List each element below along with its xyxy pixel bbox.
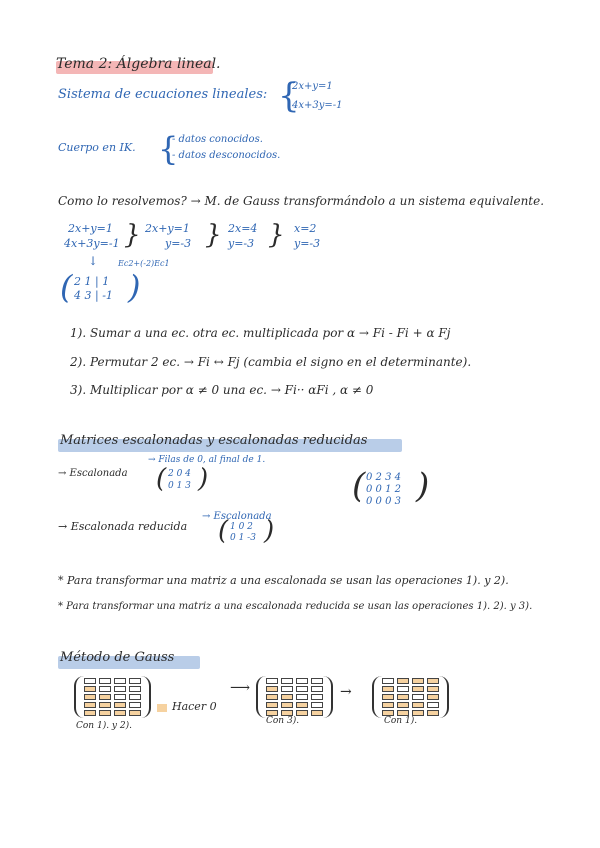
operation-3: 3). Multiplicar por α ≠ 0 una ec. → Fi·· αFi , α ≠ 0 [70, 383, 374, 397]
gauss-cell [114, 710, 126, 716]
gauss-cell [311, 710, 323, 716]
step-brace-3: } [268, 220, 285, 250]
gauss-cell [281, 678, 293, 684]
ec-annotation: Ec2+(-2)Ec1 [118, 259, 170, 268]
step1-a: 2x+y=1 [68, 222, 113, 235]
filas-note: → Filas de 0, al final de 1. [148, 455, 266, 465]
big-matrix-row3: 0 0 0 3 [366, 496, 401, 507]
matrices-title: Matrices escalonadas y escalonadas reducidas [60, 433, 368, 448]
red-matrix-row2: 0 1 -3 [230, 533, 256, 543]
gauss-cell [99, 710, 111, 716]
gauss-cell [397, 694, 409, 700]
step3-a: 2x=4 [228, 222, 258, 235]
red-matrix-row1: 1 0 2 [230, 522, 253, 532]
caption-1: Con 1). y 2). [76, 721, 132, 731]
gauss-cell [129, 710, 141, 716]
cuerpo-label: Cuerpo en IK. [58, 141, 136, 154]
gauss-cell [266, 702, 278, 708]
step2-a: 2x+y=1 [145, 222, 190, 235]
gauss-cell [427, 702, 439, 708]
esc-matrix-row1: 2 0 4 [168, 469, 191, 479]
gauss-cell [84, 694, 96, 700]
gauss-cell [427, 694, 439, 700]
gauss-cell [84, 678, 96, 684]
gauss-cell [412, 678, 424, 684]
step2-b: y=-3 [165, 237, 192, 250]
gauss-cell [266, 678, 278, 684]
gauss-cell [281, 694, 293, 700]
gauss-cell [266, 694, 278, 700]
gauss-cell [412, 694, 424, 700]
arrow-icon-1: ⟶ [230, 680, 251, 696]
sistema-label: Sistema de ecuaciones lineales: [58, 87, 268, 102]
gauss-matrix-3 [372, 676, 449, 718]
gauss-cell [266, 686, 278, 692]
escalonada-label: → Escalonada [58, 468, 128, 479]
gauss-cell [129, 678, 141, 684]
esc-matrix-right: ) [198, 464, 209, 494]
gauss-cell [129, 702, 141, 708]
legend-label: Hacer 0 [172, 700, 217, 713]
esc-matrix-row2: 0 1 3 [168, 481, 191, 491]
gauss-cell [296, 686, 308, 692]
gauss-cell [296, 694, 308, 700]
gauss-cell [311, 686, 323, 692]
gauss-cell [397, 678, 409, 684]
gauss-cell [412, 686, 424, 692]
sistema-eq2: 4x+3y=-1 [292, 100, 343, 111]
aug-matrix-right: ) [128, 268, 141, 306]
cuerpo-item2: - datos desconocidos. [172, 150, 281, 161]
gauss-cell [84, 710, 96, 716]
legend-swatch [157, 704, 167, 712]
esc-reducida-label: → Escalonada reducida [58, 520, 188, 533]
caption-3: Con 1). [384, 716, 418, 726]
page-title: Tema 2: Álgebra lineal. [56, 56, 221, 72]
gauss-cell [427, 678, 439, 684]
gauss-cell [99, 702, 111, 708]
gauss-cell [296, 702, 308, 708]
gauss-cell [129, 694, 141, 700]
gauss-cell [397, 686, 409, 692]
step-brace-2: } [205, 220, 222, 250]
big-matrix-row1: 0 2 3 4 [366, 472, 401, 483]
step-brace-1: } [124, 220, 141, 250]
big-matrix-right: ) [416, 466, 430, 506]
red-matrix-left: ( [218, 516, 229, 546]
note-2: * Para transformar una matriz a una escalonada reducida se usan las operaciones 1). 2). y 3). [58, 601, 533, 612]
gauss-cell [311, 702, 323, 708]
down-arrow-icon: ↓ [88, 254, 99, 268]
gauss-cell [311, 694, 323, 700]
gauss-cell [99, 686, 111, 692]
gauss-cell [412, 702, 424, 708]
gauss-cell [114, 678, 126, 684]
step4-b: y=-3 [294, 237, 321, 250]
step4-a: x=2 [294, 222, 317, 235]
gauss-title: Método de Gauss [60, 650, 175, 665]
gauss-cell [296, 678, 308, 684]
red-matrix-right: ) [264, 516, 275, 546]
gauss-cell [427, 710, 439, 716]
gauss-cell [281, 702, 293, 708]
sistema-brace: { [278, 76, 300, 116]
step1-b: 4x+3y=-1 [64, 237, 120, 250]
caption-2: Con 3). [266, 716, 300, 726]
step3-b: y=-3 [228, 237, 255, 250]
note-1: * Para transformar una matriz a una escalonada se usan las operaciones 1). y 2). [58, 574, 509, 587]
gauss-cell [382, 694, 394, 700]
aug-matrix-row2: 4 3 | -1 [74, 289, 113, 302]
aug-matrix-left: ( [60, 268, 73, 306]
cuerpo-item1: - datos conocidos. [172, 134, 263, 145]
gauss-cell [281, 686, 293, 692]
gauss-cell [129, 686, 141, 692]
gauss-cell [427, 686, 439, 692]
cuerpo-brace: { [158, 130, 179, 168]
big-matrix-row2: 0 0 1 2 [366, 484, 401, 495]
gauss-cell [382, 702, 394, 708]
escalonada-small-label: → Escalonada [202, 511, 272, 522]
operation-2: 2). Permutar 2 ec. → Fi ↔ Fj (cambia el signo en el determinante). [70, 355, 472, 369]
gauss-matrix-2 [256, 676, 333, 718]
gauss-cell [99, 678, 111, 684]
gauss-cell [311, 678, 323, 684]
esc-matrix-left: ( [156, 464, 167, 494]
operation-1: 1). Sumar a una ec. otra ec. multiplicada por α → Fi - Fi + α Fj [70, 326, 451, 340]
como-line: Como lo resolvemos? → M. de Gauss transformándolo a un sistema equivalente. [58, 194, 545, 208]
sistema-eq1: 2x+y=1 [292, 81, 333, 92]
gauss-cell [114, 702, 126, 708]
gauss-cell [382, 678, 394, 684]
gauss-cell [99, 694, 111, 700]
gauss-cell [114, 694, 126, 700]
gauss-cell [114, 686, 126, 692]
arrow-icon-2: → [340, 684, 352, 700]
aug-matrix-row1: 2 1 | 1 [74, 275, 110, 288]
big-matrix-left: ( [352, 466, 366, 506]
gauss-matrix-1 [74, 676, 151, 718]
gauss-cell [84, 686, 96, 692]
gauss-cell [382, 686, 394, 692]
gauss-cell [397, 702, 409, 708]
gauss-cell [84, 702, 96, 708]
